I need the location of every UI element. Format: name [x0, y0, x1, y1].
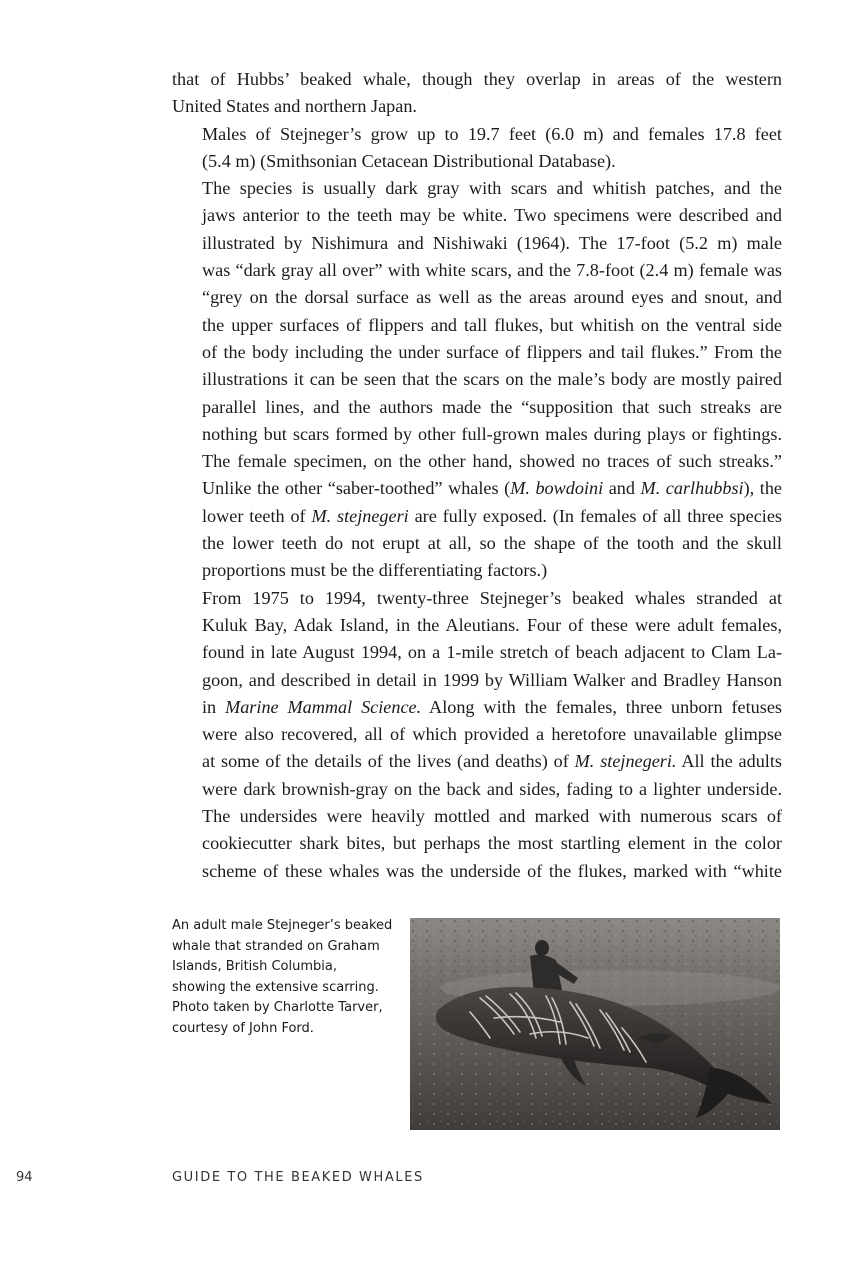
paragraph-4: [172, 585, 782, 885]
caption-line: whale that stranded on Graham: [172, 938, 380, 954]
paragraph-3: [172, 175, 782, 584]
species-name: M. stejnegeri: [311, 505, 409, 526]
text-run: Along with the females, three unborn fetuses: [421, 696, 782, 717]
text-line: the lower teeth do not erupt at all, so the shape of the tooth and the skull: [202, 533, 782, 554]
text-line: illustrations it can be seen that the scars on the male’s body are mostly paired: [202, 369, 782, 390]
paragraph-1: [172, 66, 782, 121]
text-run: are fully exposed. (In females of all three species: [408, 505, 782, 526]
page-number: 94: [16, 1170, 33, 1185]
text-line: were dark brownish-gray on the back and sides, fading to a lighter underside.: [202, 778, 782, 799]
caption-line: courtesy of John Ford.: [172, 1020, 314, 1036]
paragraph-2: [172, 121, 782, 176]
species-name: M. stejnegeri.: [574, 751, 677, 772]
text-line: United States and northern Japan.: [172, 96, 417, 117]
journal-title: Marine Mammal Science.: [225, 696, 422, 717]
text-line: Kuluk Bay, Adak Island, in the Aleutians. Four of these were adult females,: [202, 614, 782, 635]
text-line: illustrated by Nishimura and Nishiwaki (1964). The 17-foot (5.2 m) male: [202, 232, 782, 253]
running-head: GUIDE TO THE BEAKED WHALES: [172, 1170, 424, 1185]
text-line: scheme of these whales was the underside of the flukes, marked with “white: [202, 860, 782, 881]
whale-photo-illustration: [410, 918, 780, 1130]
text-line: [172, 503, 782, 530]
text-run: Unlike the other “saber-toothed” whales (: [202, 478, 511, 499]
text-line: (5.4 m) (Smithsonian Cetacean Distributional Database).: [202, 150, 616, 171]
text-line: was “dark gray all over” with white scars, and the 7.8-foot (2.4 m) female was: [202, 260, 782, 281]
text-line: [172, 475, 782, 502]
text-line: that of Hubbs’ beaked whale, though they overlap in areas of the western: [172, 69, 782, 89]
caption-line: Photo taken by Charlotte Tarver,: [172, 1000, 383, 1015]
caption-line: An adult male Stejneger’s beaked: [172, 918, 393, 933]
body-text: [172, 66, 782, 885]
text-line: were also recovered, all of which provided a heretofore unavailable glimpse: [202, 724, 782, 745]
text-run: All the adults: [676, 751, 782, 772]
text-run: ), the: [743, 478, 782, 499]
text-line: nothing but scars formed by other full-grown males during plays or fightings.: [202, 423, 782, 444]
text-line: goon, and described in detail in 1999 by William Walker and Bradley Hanson: [202, 669, 782, 690]
text-run: lower teeth of: [202, 505, 312, 526]
text-run: at some of the details of the lives (and deaths) of: [202, 751, 575, 772]
photo-caption: [172, 916, 400, 1039]
text-line: of the body including the under surface of flippers and tail flukes.” From the: [202, 341, 782, 362]
text-line: found in late August 1994, on a 1-mile stretch of beach adjacent to Clam La-: [202, 642, 782, 663]
text-line: The undersides were heavily mottled and marked with numerous scars of: [202, 806, 782, 827]
text-line: [172, 748, 782, 775]
text-line: proportions must be the differentiating factors.): [202, 560, 548, 581]
text-line: [172, 694, 782, 721]
text-line: the upper surfaces of flippers and tall flukes, but whitish on the ventral side: [202, 314, 782, 335]
text-line: The female specimen, on the other hand, showed no traces of such streaks.”: [202, 451, 782, 472]
caption-line: showing the extensive scarring.: [172, 979, 379, 995]
text-line: “grey on the dorsal surface as well as the areas around eyes and snout, and: [202, 287, 782, 308]
text-line: From 1975 to 1994, twenty-three Stejneger’s beaked whales stranded at: [202, 587, 782, 608]
stranded-whale-photo: [410, 918, 780, 1130]
text-line: Males of Stejneger’s grow up to 19.7 feet (6.0 m) and females 17.8 feet: [202, 123, 782, 144]
text-line: cookiecutter shark bites, but perhaps the most startling element in the color: [202, 833, 782, 854]
caption-line: Islands, British Columbia,: [172, 959, 337, 974]
text-run: and: [603, 478, 641, 499]
text-run: in: [202, 696, 226, 717]
text-line: jaws anterior to the teeth may be white. Two specimens were described and: [202, 205, 782, 226]
species-name: M. bowdoini: [510, 478, 604, 499]
text-line: parallel lines, and the authors made the “supposition that such streaks are: [202, 396, 782, 417]
species-name: M. carlhubbsi: [640, 478, 744, 499]
text-line: The species is usually dark gray with scars and whitish patches, and the: [202, 178, 782, 199]
